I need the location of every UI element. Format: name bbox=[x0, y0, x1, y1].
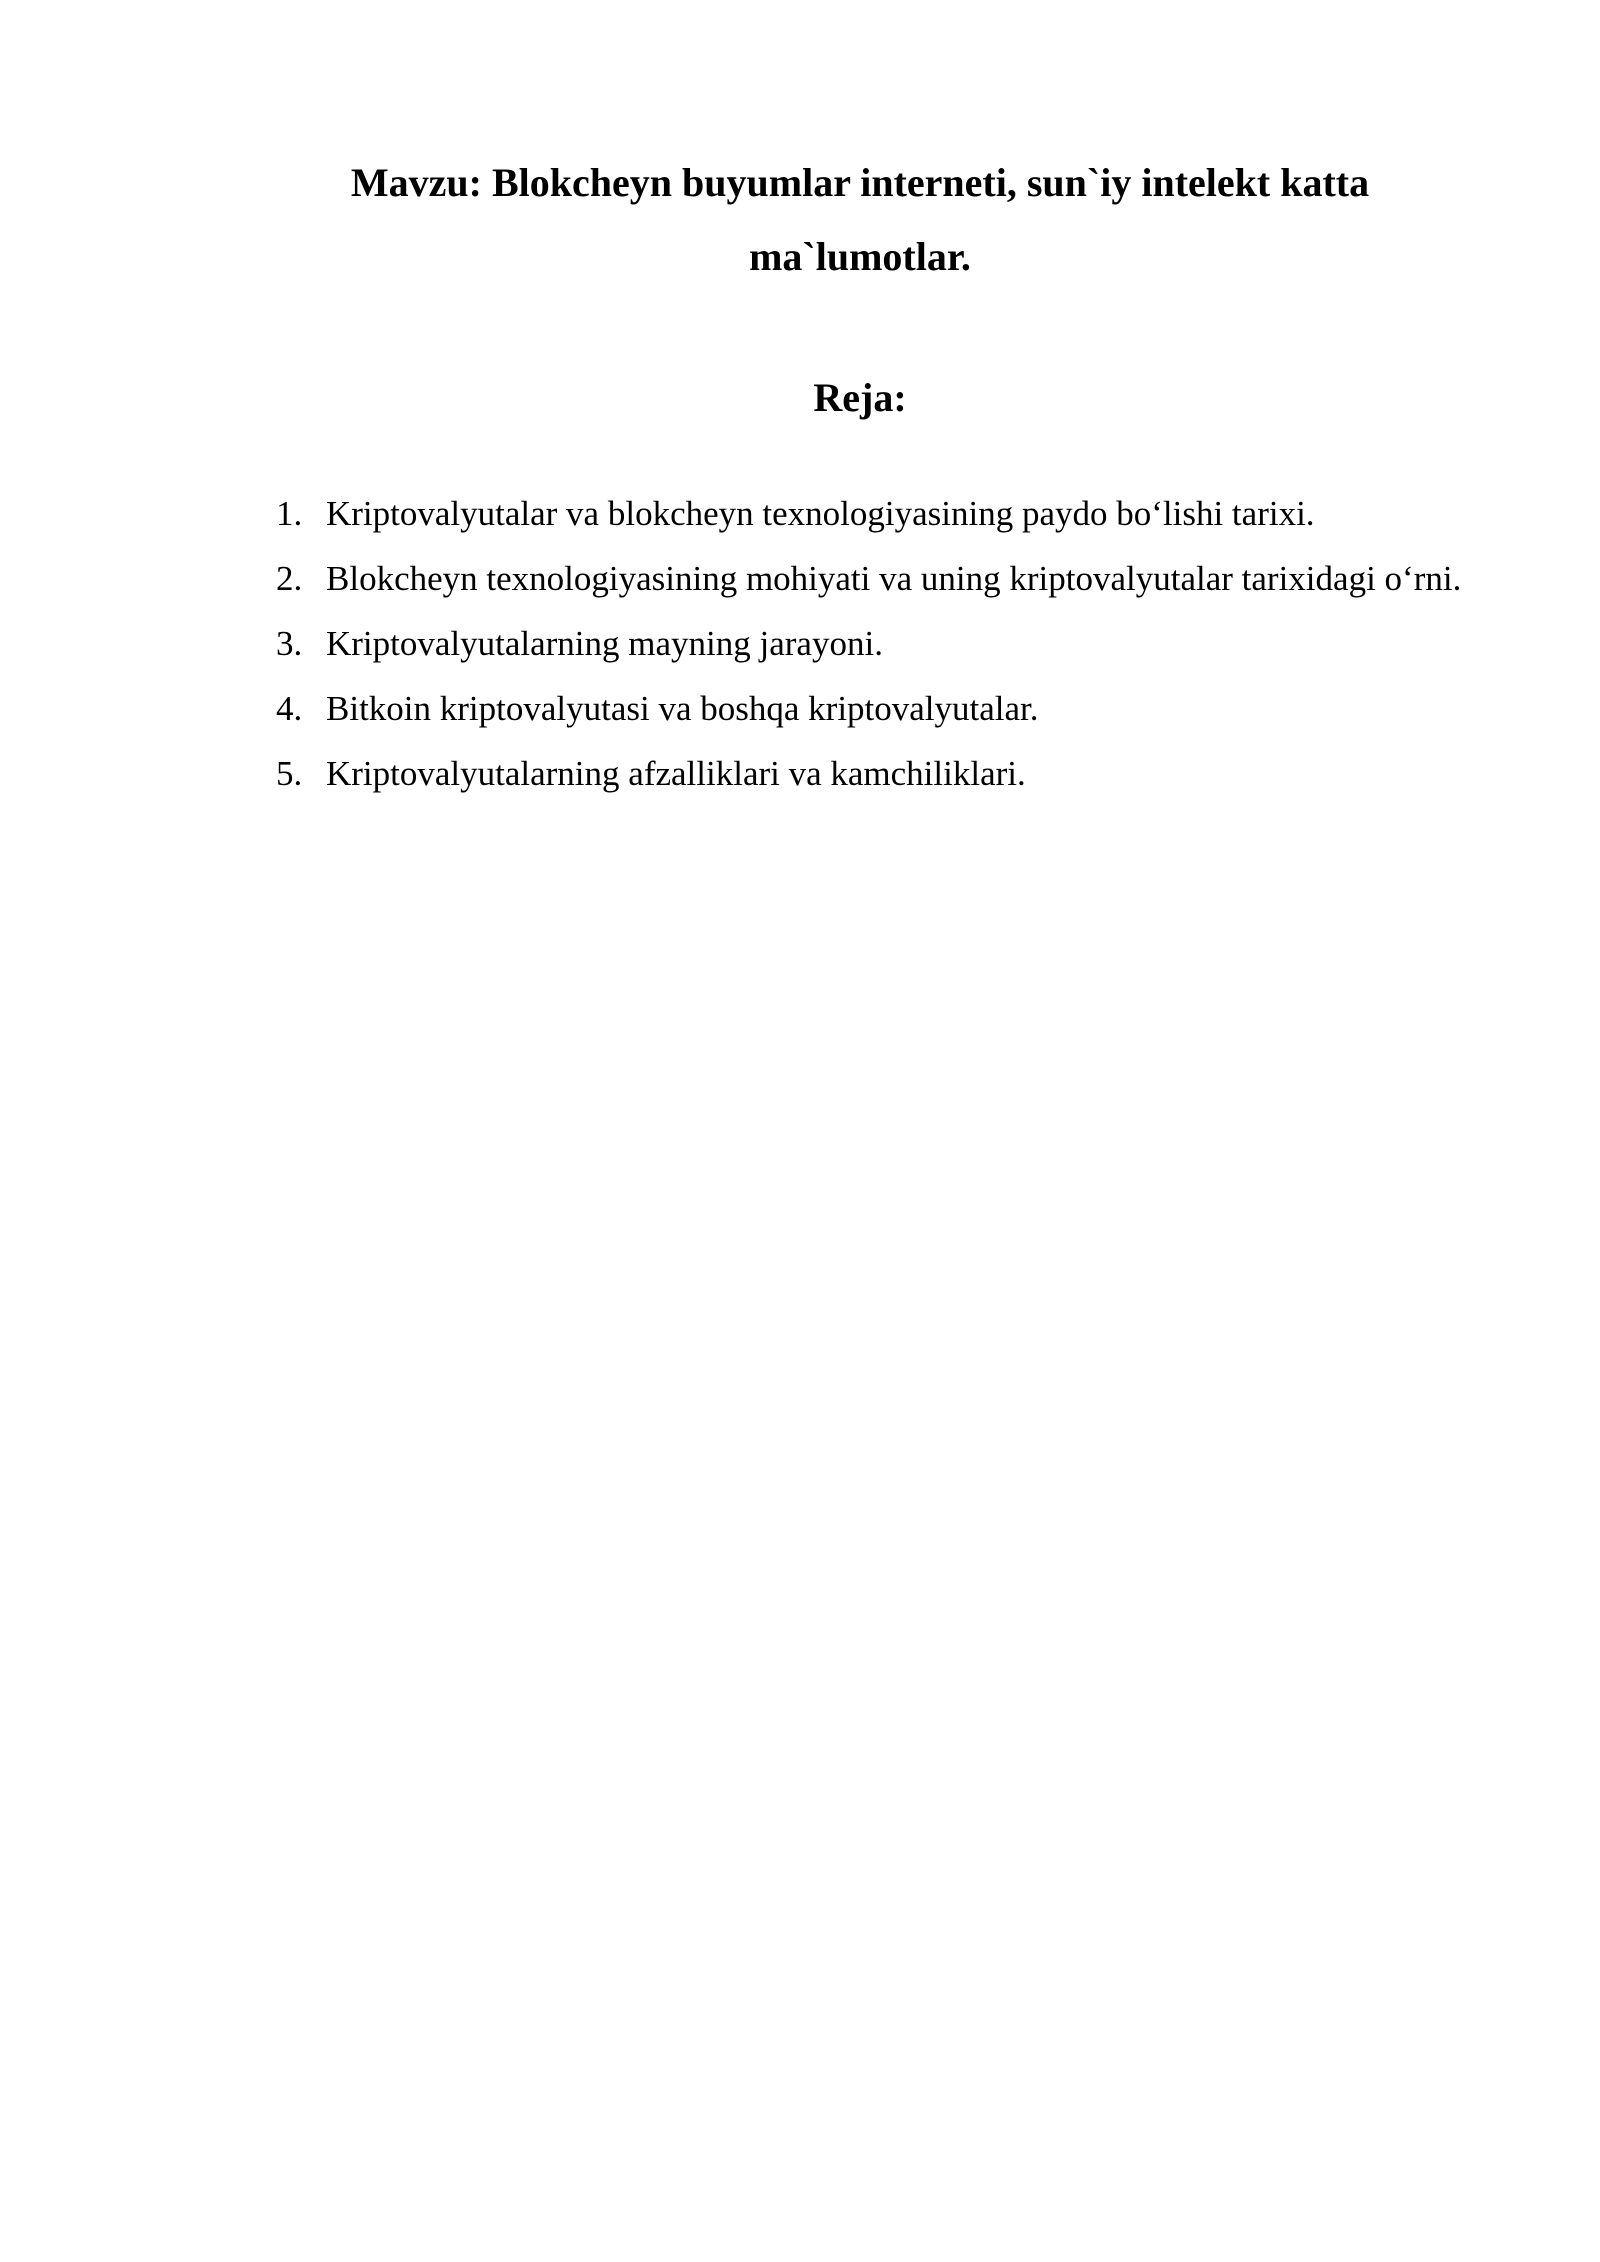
list-item-number: 2. bbox=[276, 559, 303, 598]
list-item bbox=[270, 481, 1470, 546]
list-item-text: Kriptovalyutalarning afzalliklari va kamchiliklari. bbox=[326, 754, 1026, 793]
list-item bbox=[270, 611, 1470, 676]
list-item-text: Bitkoin kriptovalyutasi va boshqa kriptovalyutalar. bbox=[326, 689, 1039, 728]
list-item-text: Kriptovalyutalarning mayning jarayoni. bbox=[326, 624, 883, 663]
title-line-1: Mavzu: Blokcheyn buyumlar interneti, sun`iy intelekt katta bbox=[350, 160, 1370, 205]
list-item-text: Blokcheyn texnologiyasining mohiyati va uning kriptovalyutalar tarixidagi o‘rni. bbox=[326, 559, 1462, 598]
list-item bbox=[270, 676, 1470, 741]
list-item-text: Kriptovalyutalar va blokcheyn texnologiyasining paydo bo‘lishi tarixi. bbox=[326, 494, 1315, 533]
plan-heading: Reja: bbox=[813, 375, 907, 420]
list-item-number: 1. bbox=[276, 494, 303, 533]
list-item-number: 5. bbox=[276, 754, 303, 793]
document-title bbox=[270, 146, 1450, 294]
list-item-number: 3. bbox=[276, 624, 303, 663]
list-item bbox=[270, 546, 1470, 611]
plan-list bbox=[270, 481, 1470, 806]
list-item bbox=[270, 741, 1470, 806]
title-line-2: ma`lumotlar. bbox=[749, 234, 971, 279]
list-item-number: 4. bbox=[276, 689, 303, 728]
